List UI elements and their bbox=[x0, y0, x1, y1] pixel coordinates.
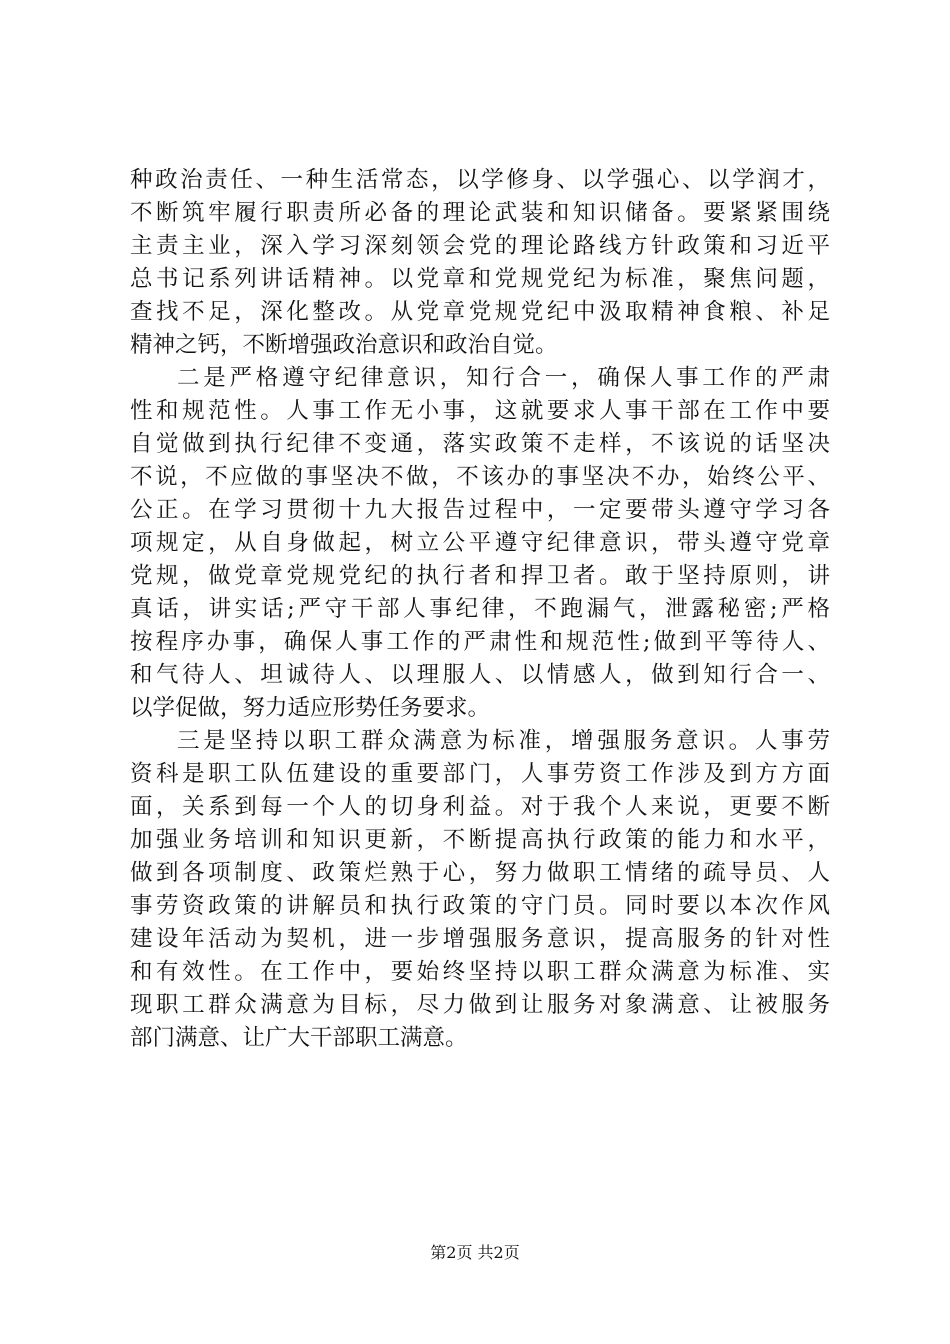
text-line: 资科是职工队伍建设的重要部门，人事劳资工作涉及到方方面 bbox=[130, 761, 830, 787]
text-line: 主责主业，深入学习深刻领会党的理论路线方针政策和习近平 bbox=[130, 233, 830, 259]
paragraph-start-line: 二是严格遵守纪律意识，知行合一，确保人事工作的严肃 bbox=[177, 365, 830, 391]
page-footer: 第2页 共2页 bbox=[430, 1243, 520, 1262]
text-line: 和气待人、坦诚待人、以理服人、以情感人，做到知行合一、 bbox=[130, 662, 830, 688]
text-line: 项规定，从自身做起，树立公平遵守纪律意识，带头遵守党章 bbox=[130, 530, 830, 556]
body-text bbox=[130, 164, 830, 1055]
text-line: 部门满意、让广大干部职工满意。 bbox=[130, 1025, 468, 1051]
text-line: 公正。在学习贯彻十九大报告过程中，一定要带头遵守学习各 bbox=[130, 497, 830, 523]
text-line: 不断筑牢履行职责所必备的理论武装和知识储备。要紧紧围绕 bbox=[130, 200, 830, 226]
text-line: 和有效性。在工作中，要始终坚持以职工群众满意为标准、实 bbox=[130, 959, 830, 985]
text-line: 查找不足，深化整改。从党章党规党纪中汲取精神食粮、补足 bbox=[130, 299, 830, 325]
text-line: 做到各项制度、政策烂熟于心，努力做职工情绪的疏导员、人 bbox=[130, 860, 830, 886]
text-line: 性和规范性。人事工作无小事，这就要求人事干部在工作中要 bbox=[130, 398, 830, 424]
text-line: 精神之钙，不断增强政治意识和政治自觉。 bbox=[130, 332, 558, 358]
text-line: 建设年活动为契机，进一步增强服务意识，提高服务的针对性 bbox=[130, 926, 830, 952]
text-line: 现职工群众满意为目标，尽力做到让服务对象满意、让被服务 bbox=[130, 992, 830, 1018]
text-line: 真话，讲实话;严守干部人事纪律，不跑漏气，泄露秘密;严格 bbox=[130, 596, 830, 622]
text-line: 以学促做，努力适应形势任务要求。 bbox=[130, 695, 491, 721]
text-line: 自觉做到执行纪律不变通，落实政策不走样，不该说的话坚决 bbox=[130, 431, 830, 457]
text-line: 党规，做党章党规党纪的执行者和捍卫者。敢于坚持原则，讲 bbox=[130, 563, 830, 589]
text-line: 加强业务培训和知识更新，不断提高执行政策的能力和水平， bbox=[130, 827, 830, 853]
text-line: 不说，不应做的事坚决不做，不该办的事坚决不办，始终公平、 bbox=[130, 464, 830, 490]
text-line: 按程序办事，确保人事工作的严肃性和规范性;做到平等待人、 bbox=[130, 629, 830, 655]
text-line: 事劳资政策的讲解员和执行政策的守门员。同时要以本次作风 bbox=[130, 893, 830, 919]
text-line: 总书记系列讲话精神。以党章和党规党纪为标准，聚焦问题， bbox=[130, 266, 830, 292]
text-line: 面，关系到每一个人的切身利益。对于我个人来说，更要不断 bbox=[130, 794, 830, 820]
paragraph-start-line: 三是坚持以职工群众满意为标准，增强服务意识。人事劳 bbox=[177, 728, 830, 754]
text-line: 种政治责任、一种生活常态，以学修身、以学强心、以学润才， bbox=[130, 167, 830, 193]
